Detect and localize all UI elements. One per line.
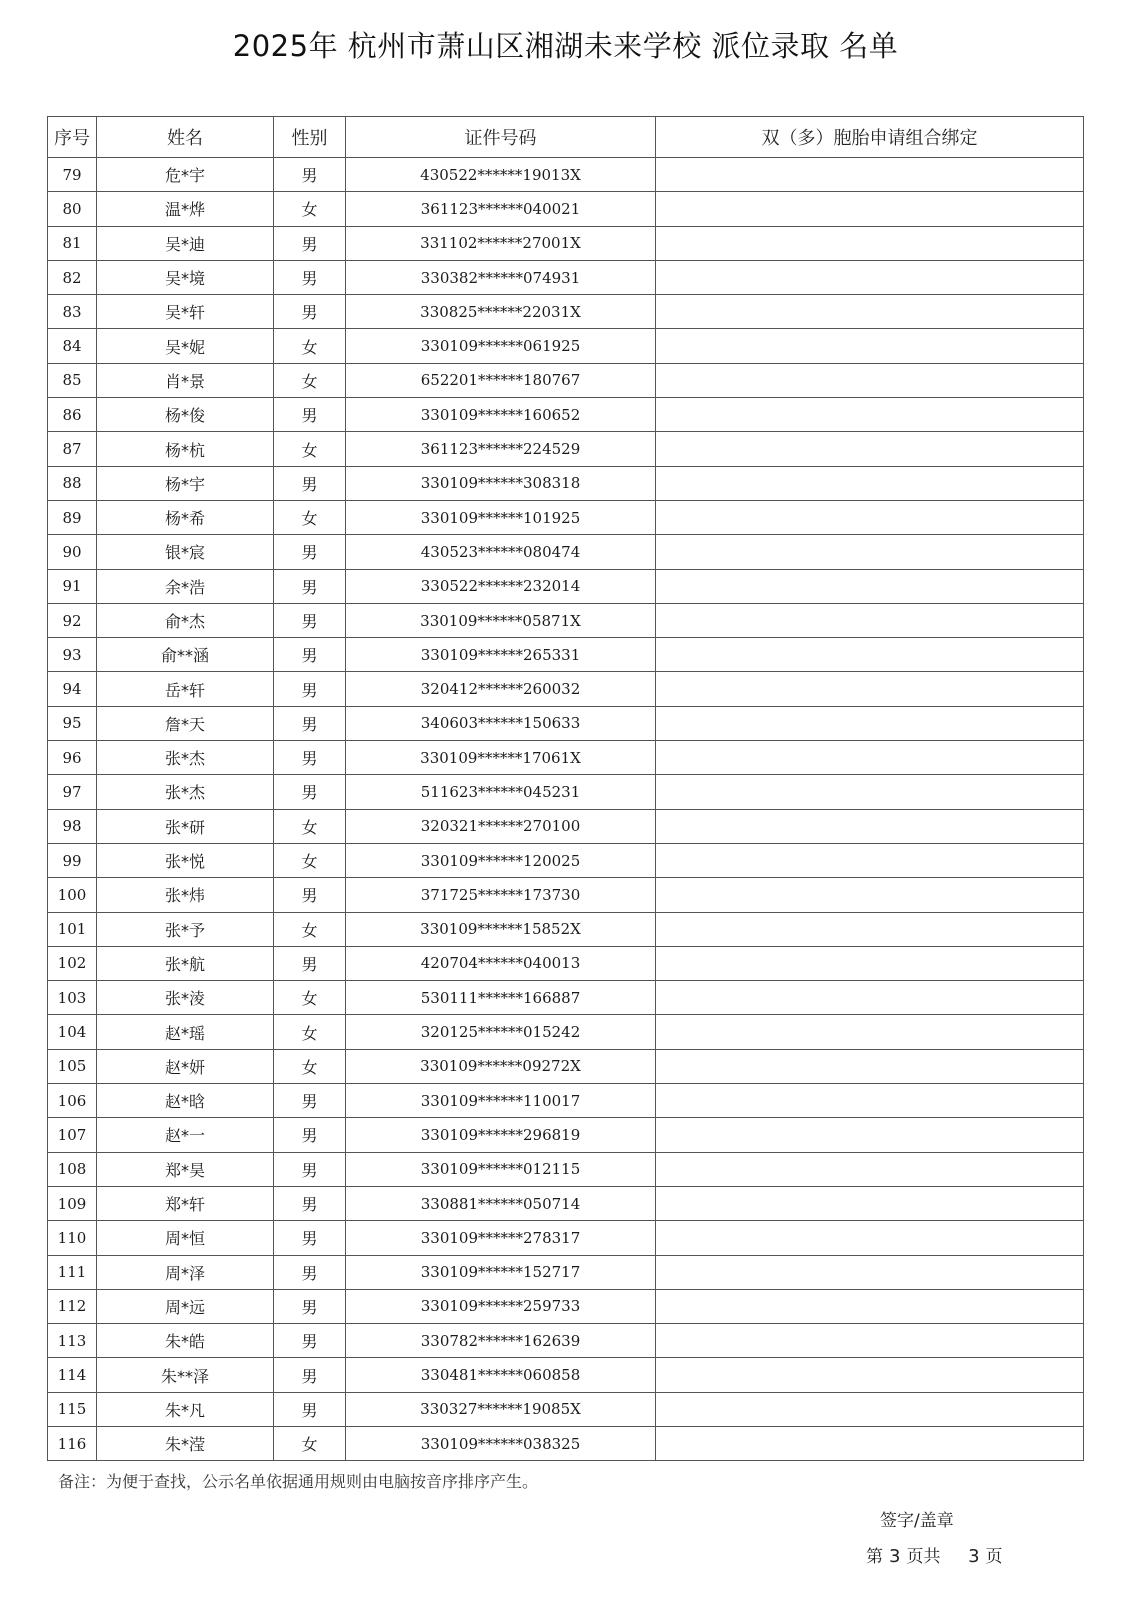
cell-seq: 98	[48, 809, 97, 843]
cell-seq: 84	[48, 329, 97, 363]
cell-twin-binding	[656, 706, 1084, 740]
cell-name: 吴*轩	[97, 295, 274, 329]
cell-twin-binding	[656, 432, 1084, 466]
cell-gender: 男	[274, 1289, 346, 1323]
cell-id-number: 330109******265331	[346, 638, 656, 672]
cell-name: 周*远	[97, 1289, 274, 1323]
cell-gender: 女	[274, 843, 346, 877]
cell-seq: 100	[48, 878, 97, 912]
table-row	[48, 638, 1084, 672]
cell-seq: 111	[48, 1255, 97, 1289]
cell-seq: 80	[48, 192, 97, 226]
cell-twin-binding	[656, 741, 1084, 775]
table-row	[48, 912, 1084, 946]
cell-gender: 女	[274, 432, 346, 466]
cell-name: 吴*妮	[97, 329, 274, 363]
cell-id-number: 320125******015242	[346, 1015, 656, 1049]
cell-twin-binding	[656, 1289, 1084, 1323]
cell-seq: 105	[48, 1049, 97, 1083]
cell-twin-binding	[656, 638, 1084, 672]
cell-seq: 82	[48, 260, 97, 294]
cell-twin-binding	[656, 946, 1084, 980]
cell-id-number: 330109******259733	[346, 1289, 656, 1323]
cell-id-number: 340603******150633	[346, 706, 656, 740]
cell-seq: 91	[48, 569, 97, 603]
cell-gender: 男	[274, 946, 346, 980]
cell-seq: 116	[48, 1426, 97, 1460]
table-row	[48, 1152, 1084, 1186]
cell-twin-binding	[656, 1324, 1084, 1358]
cell-seq: 101	[48, 912, 97, 946]
cell-name: 肖*景	[97, 363, 274, 397]
cell-seq: 88	[48, 466, 97, 500]
table-row	[48, 158, 1084, 192]
cell-seq: 97	[48, 775, 97, 809]
table-row	[48, 672, 1084, 706]
table-row	[48, 706, 1084, 740]
cell-twin-binding	[656, 912, 1084, 946]
cell-name: 张*杰	[97, 775, 274, 809]
cell-gender: 男	[274, 569, 346, 603]
cell-name: 张*研	[97, 809, 274, 843]
cell-twin-binding	[656, 329, 1084, 363]
cell-seq: 107	[48, 1118, 97, 1152]
table-row	[48, 1392, 1084, 1426]
cell-gender: 女	[274, 1015, 346, 1049]
cell-id-number: 330109******278317	[346, 1221, 656, 1255]
cell-name: 张*杰	[97, 741, 274, 775]
cell-id-number: 330109******15852X	[346, 912, 656, 946]
cell-seq: 103	[48, 981, 97, 1015]
header-twin-binding: 双（多）胞胎申请组合绑定	[656, 117, 1084, 158]
cell-gender: 男	[274, 1152, 346, 1186]
header-name: 姓名	[97, 117, 274, 158]
cell-id-number: 330109******152717	[346, 1255, 656, 1289]
table-row	[48, 775, 1084, 809]
signature-label: 签字/盖章	[880, 1511, 954, 1531]
cell-gender: 女	[274, 912, 346, 946]
cell-id-number: 330109******061925	[346, 329, 656, 363]
cell-twin-binding	[656, 535, 1084, 569]
table-row	[48, 1255, 1084, 1289]
cell-id-number: 320321******270100	[346, 809, 656, 843]
cell-seq: 85	[48, 363, 97, 397]
cell-name: 朱*凡	[97, 1392, 274, 1426]
cell-seq: 114	[48, 1358, 97, 1392]
cell-seq: 89	[48, 500, 97, 534]
cell-gender: 女	[274, 1426, 346, 1460]
cell-name: 岳*轩	[97, 672, 274, 706]
table-row	[48, 226, 1084, 260]
cell-id-number: 330109******110017	[346, 1084, 656, 1118]
cell-twin-binding	[656, 260, 1084, 294]
cell-id-number: 330109******308318	[346, 466, 656, 500]
cell-id-number: 330109******09272X	[346, 1049, 656, 1083]
table-row	[48, 192, 1084, 226]
cell-twin-binding	[656, 981, 1084, 1015]
cell-seq: 81	[48, 226, 97, 260]
cell-id-number: 330109******101925	[346, 500, 656, 534]
cell-id-number: 430523******080474	[346, 535, 656, 569]
cell-gender: 女	[274, 981, 346, 1015]
table-row	[48, 843, 1084, 877]
cell-seq: 112	[48, 1289, 97, 1323]
cell-gender: 男	[274, 672, 346, 706]
cell-twin-binding	[656, 672, 1084, 706]
cell-id-number: 330109******296819	[346, 1118, 656, 1152]
cell-seq: 92	[48, 603, 97, 637]
table-row	[48, 363, 1084, 397]
cell-gender: 男	[274, 398, 346, 432]
cell-name: 朱**泽	[97, 1358, 274, 1392]
table-body	[48, 158, 1084, 1461]
cell-name: 危*宇	[97, 158, 274, 192]
cell-id-number: 330522******232014	[346, 569, 656, 603]
cell-name: 吴*迪	[97, 226, 274, 260]
header-gender: 性别	[274, 117, 346, 158]
cell-name: 周*恒	[97, 1221, 274, 1255]
table-row	[48, 466, 1084, 500]
cell-seq: 108	[48, 1152, 97, 1186]
table-row	[48, 1049, 1084, 1083]
cell-name: 俞**涵	[97, 638, 274, 672]
cell-id-number: 330825******22031X	[346, 295, 656, 329]
cell-name: 张*悦	[97, 843, 274, 877]
table-row	[48, 809, 1084, 843]
cell-gender: 男	[274, 1084, 346, 1118]
cell-gender: 男	[274, 775, 346, 809]
cell-twin-binding	[656, 569, 1084, 603]
cell-name: 余*浩	[97, 569, 274, 603]
cell-name: 赵*一	[97, 1118, 274, 1152]
cell-twin-binding	[656, 500, 1084, 534]
cell-gender: 男	[274, 295, 346, 329]
table-row	[48, 1015, 1084, 1049]
cell-name: 张*予	[97, 912, 274, 946]
page-prefix: 第	[866, 1547, 883, 1567]
cell-twin-binding	[656, 1392, 1084, 1426]
table-row	[48, 432, 1084, 466]
cell-gender: 男	[274, 878, 346, 912]
cell-gender: 男	[274, 226, 346, 260]
cell-twin-binding	[656, 1049, 1084, 1083]
cell-name: 郑*昊	[97, 1152, 274, 1186]
cell-seq: 99	[48, 843, 97, 877]
cell-name: 张*淩	[97, 981, 274, 1015]
cell-seq: 115	[48, 1392, 97, 1426]
cell-id-number: 330382******074931	[346, 260, 656, 294]
cell-gender: 女	[274, 192, 346, 226]
cell-gender: 女	[274, 329, 346, 363]
cell-twin-binding	[656, 809, 1084, 843]
table-row	[48, 1324, 1084, 1358]
page-indicator	[866, 1542, 1003, 1567]
table-row	[48, 535, 1084, 569]
cell-name: 吴*境	[97, 260, 274, 294]
cell-twin-binding	[656, 1152, 1084, 1186]
cell-twin-binding	[656, 1358, 1084, 1392]
cell-gender: 男	[274, 1392, 346, 1426]
table-header-row	[48, 117, 1084, 158]
cell-gender: 男	[274, 466, 346, 500]
table-row	[48, 1221, 1084, 1255]
cell-twin-binding	[656, 1255, 1084, 1289]
cell-gender: 男	[274, 741, 346, 775]
cell-name: 杨*俊	[97, 398, 274, 432]
cell-twin-binding	[656, 466, 1084, 500]
cell-name: 周*泽	[97, 1255, 274, 1289]
cell-id-number: 331102******27001X	[346, 226, 656, 260]
cell-gender: 女	[274, 500, 346, 534]
cell-gender: 女	[274, 363, 346, 397]
cell-name: 温*烨	[97, 192, 274, 226]
cell-seq: 95	[48, 706, 97, 740]
page-total: 3	[968, 1546, 980, 1567]
cell-seq: 93	[48, 638, 97, 672]
cell-id-number: 530111******166887	[346, 981, 656, 1015]
cell-gender: 男	[274, 1324, 346, 1358]
cell-id-number: 361123******224529	[346, 432, 656, 466]
cell-seq: 106	[48, 1084, 97, 1118]
cell-id-number: 330782******162639	[346, 1324, 656, 1358]
table-row	[48, 878, 1084, 912]
cell-gender: 男	[274, 603, 346, 637]
cell-name: 朱*滢	[97, 1426, 274, 1460]
table-row	[48, 981, 1084, 1015]
table-row	[48, 295, 1084, 329]
cell-name: 詹*天	[97, 706, 274, 740]
cell-twin-binding	[656, 398, 1084, 432]
cell-gender: 女	[274, 1049, 346, 1083]
table-row	[48, 946, 1084, 980]
cell-name: 朱*皓	[97, 1324, 274, 1358]
cell-id-number: 320412******260032	[346, 672, 656, 706]
cell-seq: 83	[48, 295, 97, 329]
cell-twin-binding	[656, 226, 1084, 260]
cell-name: 赵*晗	[97, 1084, 274, 1118]
cell-gender: 男	[274, 706, 346, 740]
cell-twin-binding	[656, 158, 1084, 192]
cell-twin-binding	[656, 1015, 1084, 1049]
cell-seq: 96	[48, 741, 97, 775]
cell-name: 俞*杰	[97, 603, 274, 637]
document-title: 2025年 杭州市萧山区湘湖未来学校 派位录取 名单	[232, 29, 899, 63]
cell-seq: 104	[48, 1015, 97, 1049]
cell-id-number: 330109******17061X	[346, 741, 656, 775]
cell-id-number: 330109******05871X	[346, 603, 656, 637]
table-row	[48, 1358, 1084, 1392]
cell-gender: 男	[274, 1221, 346, 1255]
cell-gender: 男	[274, 1255, 346, 1289]
table-row	[48, 1289, 1084, 1323]
cell-gender: 男	[274, 1186, 346, 1220]
cell-seq: 94	[48, 672, 97, 706]
table-row	[48, 1118, 1084, 1152]
cell-gender: 男	[274, 1358, 346, 1392]
cell-seq: 110	[48, 1221, 97, 1255]
page-current: 3	[889, 1546, 901, 1567]
cell-twin-binding	[656, 1426, 1084, 1460]
cell-id-number: 371725******173730	[346, 878, 656, 912]
admission-table	[47, 116, 1084, 1461]
cell-id-number: 330109******012115	[346, 1152, 656, 1186]
cell-id-number: 330109******038325	[346, 1426, 656, 1460]
cell-seq: 86	[48, 398, 97, 432]
cell-twin-binding	[656, 843, 1084, 877]
table-row	[48, 329, 1084, 363]
cell-twin-binding	[656, 192, 1084, 226]
cell-name: 杨*希	[97, 500, 274, 534]
table-row	[48, 1186, 1084, 1220]
cell-name: 张*炜	[97, 878, 274, 912]
table-row	[48, 398, 1084, 432]
remark-note: 备注：为便于查找，公示名单依据通用规则由电脑按音序排序产生。	[58, 1472, 539, 1491]
cell-id-number: 652201******180767	[346, 363, 656, 397]
cell-seq: 79	[48, 158, 97, 192]
cell-name: 银*宸	[97, 535, 274, 569]
cell-id-number: 330881******050714	[346, 1186, 656, 1220]
cell-seq: 113	[48, 1324, 97, 1358]
cell-twin-binding	[656, 1186, 1084, 1220]
table-row	[48, 603, 1084, 637]
cell-id-number: 330109******160652	[346, 398, 656, 432]
cell-seq: 87	[48, 432, 97, 466]
cell-id-number: 420704******040013	[346, 946, 656, 980]
cell-id-number: 330481******060858	[346, 1358, 656, 1392]
cell-name: 赵*瑶	[97, 1015, 274, 1049]
cell-seq: 102	[48, 946, 97, 980]
header-id-number: 证件号码	[346, 117, 656, 158]
cell-name: 郑*轩	[97, 1186, 274, 1220]
cell-gender: 男	[274, 158, 346, 192]
table-row	[48, 1084, 1084, 1118]
cell-seq: 109	[48, 1186, 97, 1220]
cell-name: 杨*宇	[97, 466, 274, 500]
table-row	[48, 741, 1084, 775]
cell-id-number: 330109******120025	[346, 843, 656, 877]
cell-id-number: 430522******19013X	[346, 158, 656, 192]
cell-twin-binding	[656, 1084, 1084, 1118]
cell-gender: 女	[274, 809, 346, 843]
cell-id-number: 330327******19085X	[346, 1392, 656, 1426]
cell-gender: 男	[274, 638, 346, 672]
cell-id-number: 511623******045231	[346, 775, 656, 809]
cell-gender: 男	[274, 260, 346, 294]
cell-name: 张*航	[97, 946, 274, 980]
cell-id-number: 361123******040021	[346, 192, 656, 226]
cell-twin-binding	[656, 878, 1084, 912]
cell-twin-binding	[656, 775, 1084, 809]
cell-name: 赵*妍	[97, 1049, 274, 1083]
cell-twin-binding	[656, 603, 1084, 637]
cell-gender: 男	[274, 535, 346, 569]
cell-seq: 90	[48, 535, 97, 569]
cell-gender: 男	[274, 1118, 346, 1152]
table-row	[48, 260, 1084, 294]
table-row	[48, 500, 1084, 534]
page-middle: 页共	[906, 1547, 941, 1567]
cell-twin-binding	[656, 295, 1084, 329]
cell-twin-binding	[656, 1118, 1084, 1152]
cell-twin-binding	[656, 1221, 1084, 1255]
table-row	[48, 1426, 1084, 1460]
cell-twin-binding	[656, 363, 1084, 397]
page-suffix: 页	[985, 1547, 1003, 1567]
header-seq: 序号	[48, 117, 97, 158]
table-row	[48, 569, 1084, 603]
cell-name: 杨*杭	[97, 432, 274, 466]
